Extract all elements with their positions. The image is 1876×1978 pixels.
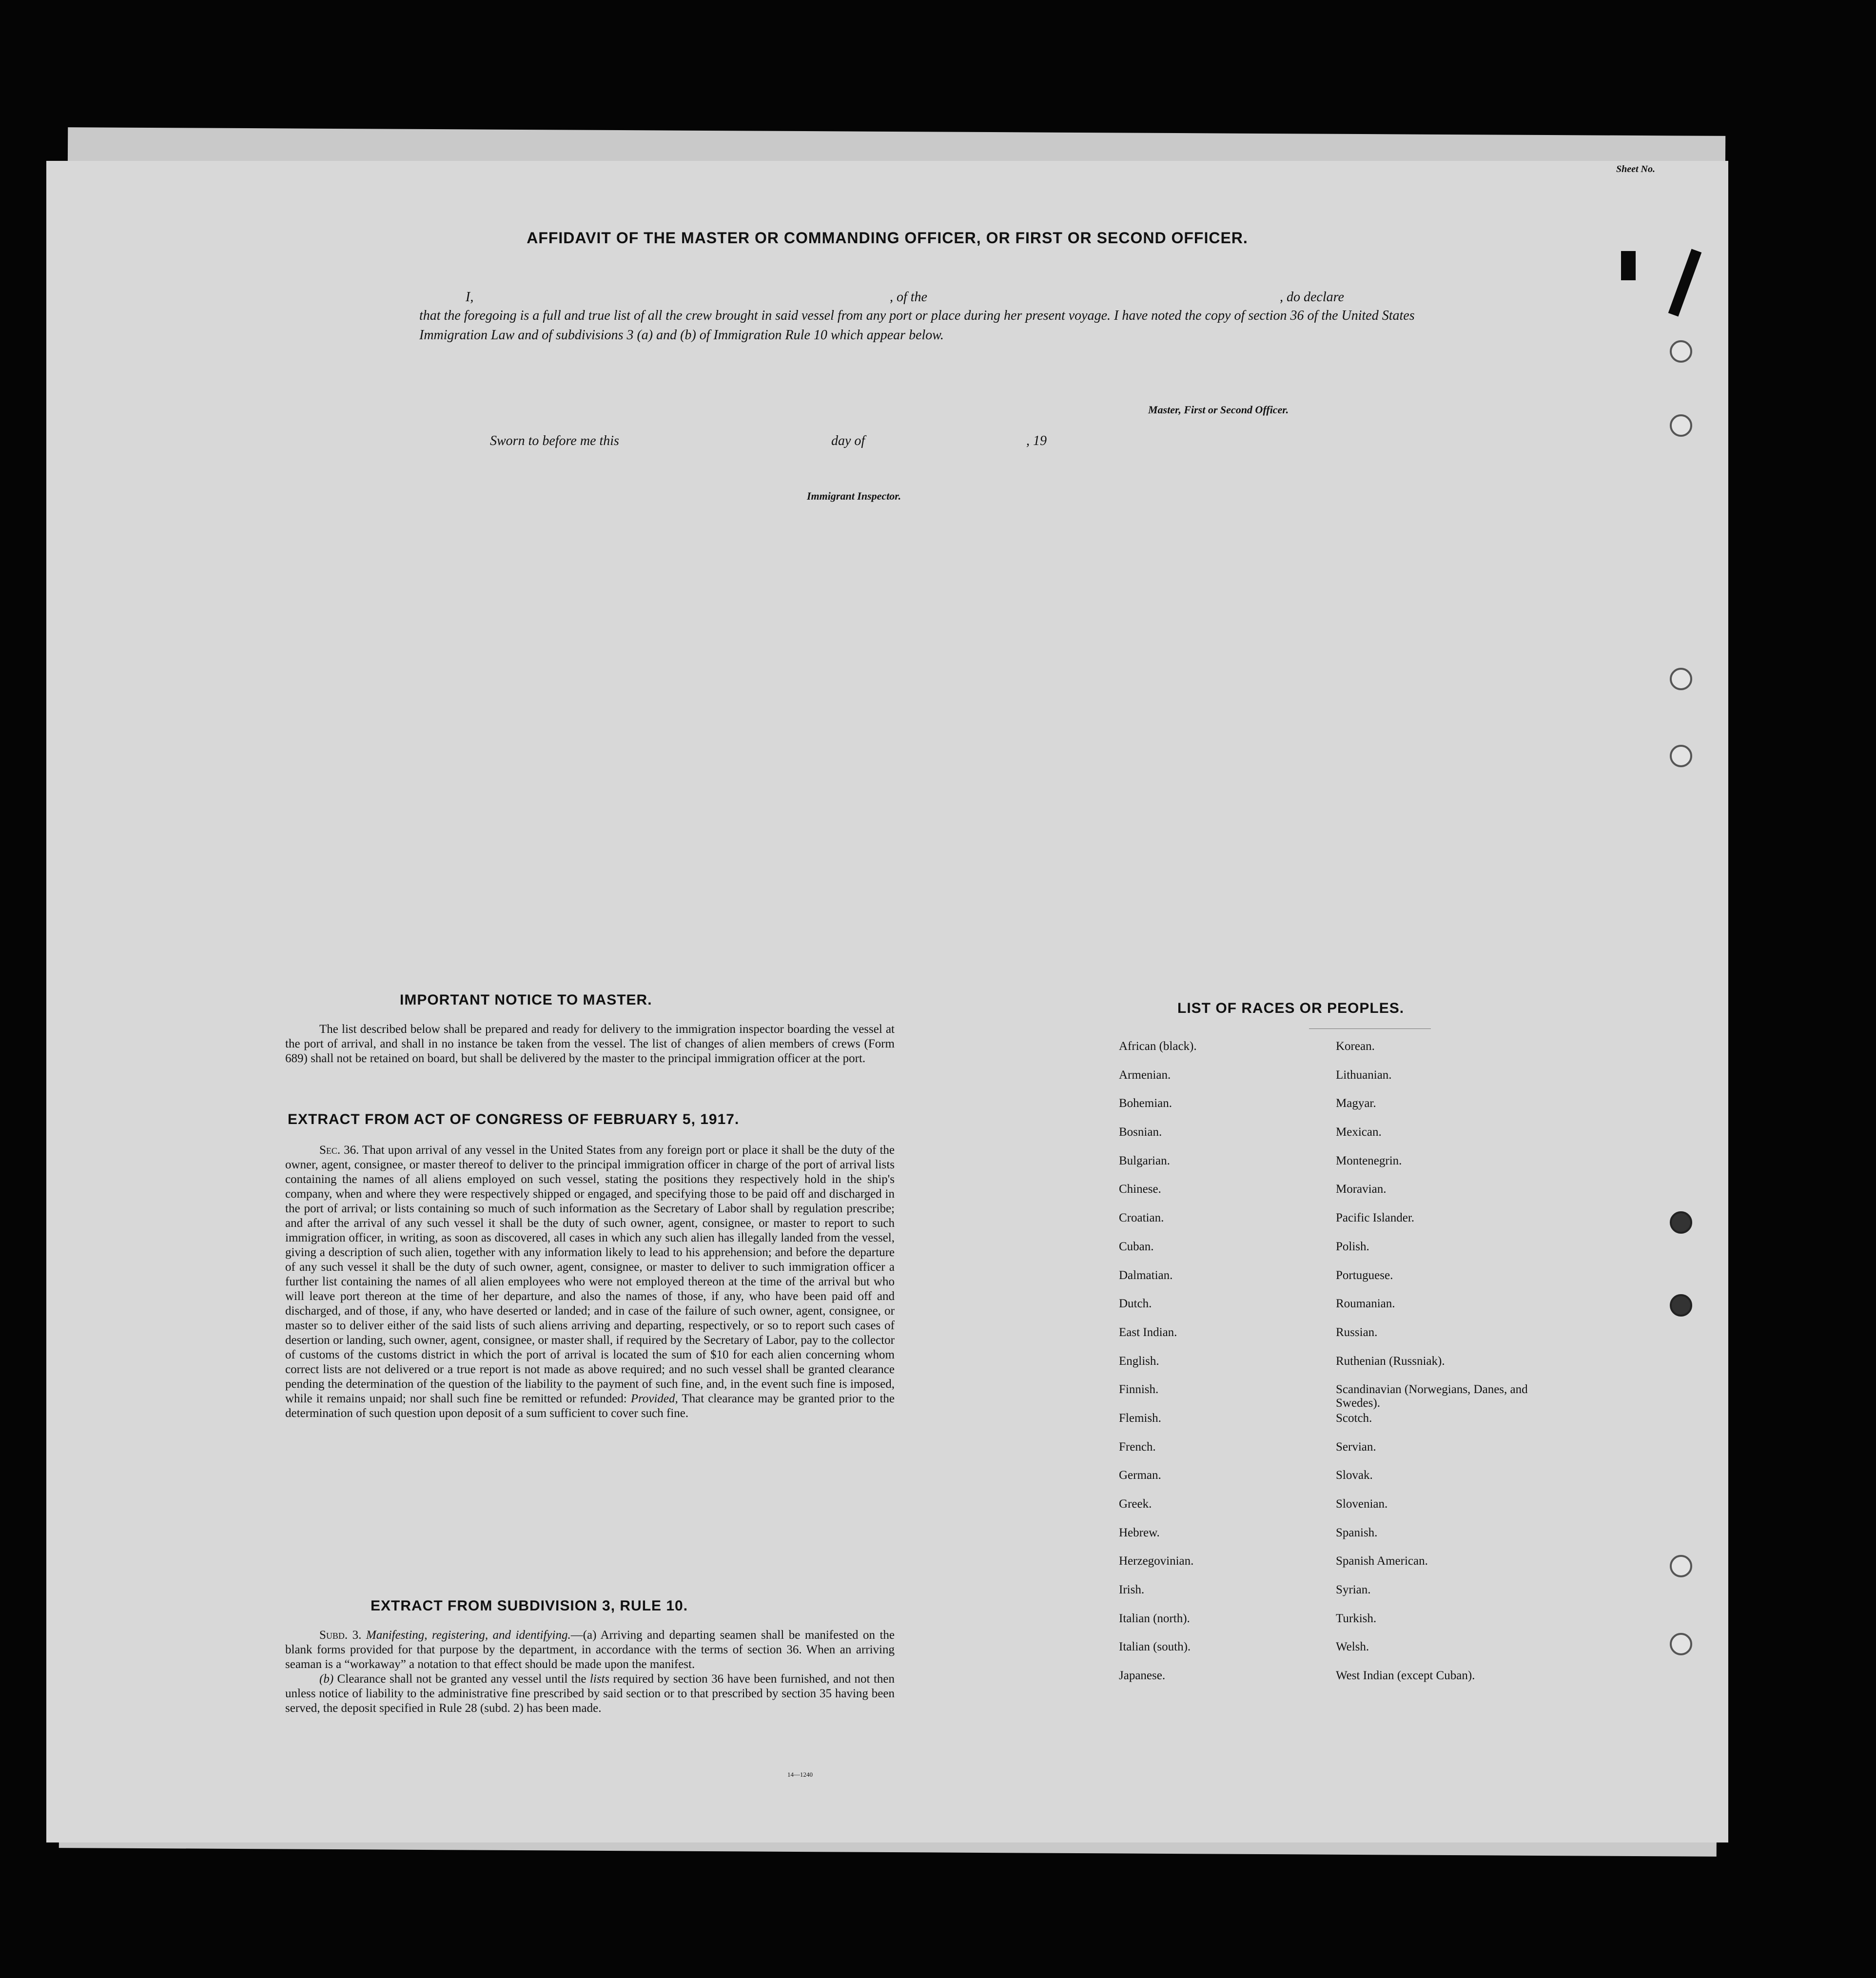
race-item: Magyar. <box>1336 1097 1376 1110</box>
punch-hole <box>1670 414 1692 437</box>
master-signature-label: Master, First or Second Officer. <box>1148 404 1289 416</box>
declaration-text: that the foregoing is a full and true list of all the crew brought in said vessel from any port or place during her present voyage. I have noted the copy of section 36 of the United States Immigration Law and of subdivisions 3 (a) and (b) of Immigration Rule 10 which appear below. <box>419 308 1415 343</box>
race-item: Croatian. <box>1119 1211 1164 1225</box>
race-item: French. <box>1119 1440 1156 1454</box>
race-item: Korean. <box>1336 1040 1375 1053</box>
sheet-number-label: Sheet No. <box>1616 164 1655 175</box>
race-item: Ruthenian (Russniak). <box>1336 1354 1445 1368</box>
race-item: Hebrew. <box>1119 1526 1160 1539</box>
rule-para-b-lists: lists <box>589 1672 610 1686</box>
punch-hole <box>1670 340 1692 363</box>
race-item: Armenian. <box>1119 1068 1171 1082</box>
page-smudge <box>1621 251 1636 280</box>
declaration-i: I, <box>466 290 474 305</box>
race-item: Turkish. <box>1336 1611 1377 1625</box>
race-item: Montenegrin. <box>1336 1154 1402 1167</box>
page-smudge <box>1668 249 1702 316</box>
act-provided-word: Provided, <box>630 1392 678 1405</box>
punch-hole <box>1670 745 1692 767</box>
races-divider <box>1309 1028 1431 1029</box>
punch-hole <box>1670 1633 1692 1655</box>
race-item: Chinese. <box>1119 1183 1161 1196</box>
punch-hole <box>1670 1211 1692 1234</box>
race-item: Moravian. <box>1336 1183 1387 1196</box>
races-left-column <box>1119 1040 1329 1698</box>
race-item: Slovenian. <box>1336 1497 1388 1511</box>
declaration-do-declare: , do declare <box>1280 290 1344 305</box>
race-item: Bosnian. <box>1119 1125 1162 1139</box>
rule-body <box>285 1628 895 1716</box>
act-body <box>285 1143 895 1421</box>
punch-hole <box>1670 1555 1692 1577</box>
race-item: Spanish. <box>1336 1526 1378 1539</box>
rule-para-a: —(a) Arriving and departing seamen shall be manifested on the blank forms provided for that purpose by the department, in accordance with the terms of section 36. When an arriving seaman is a “workaway” a notation to that effect should be made upon the manifest. <box>285 1629 895 1671</box>
race-item: Servian. <box>1336 1440 1376 1454</box>
race-item: Polish. <box>1336 1240 1369 1253</box>
race-item: Dalmatian. <box>1119 1268 1173 1282</box>
race-item: Syrian. <box>1336 1583 1371 1597</box>
races-right-column <box>1336 1040 1545 1698</box>
race-item: Italian (north). <box>1119 1611 1190 1625</box>
year-text: , 19 <box>1026 433 1047 448</box>
punch-hole <box>1670 1294 1692 1317</box>
race-item: Cuban. <box>1119 1240 1154 1253</box>
race-item: Finnish. <box>1119 1383 1159 1396</box>
race-item: Roumanian. <box>1336 1297 1395 1311</box>
race-item: Russian. <box>1336 1325 1378 1339</box>
race-item: English. <box>1119 1354 1159 1368</box>
race-item: German. <box>1119 1469 1161 1482</box>
race-item: Bohemian. <box>1119 1097 1172 1110</box>
notice-title: IMPORTANT NOTICE TO MASTER. <box>400 992 652 1008</box>
rule-para-b-label: (b) <box>319 1672 334 1686</box>
form-number: 14—1240 <box>787 1771 813 1778</box>
act-section-text: That upon arrival of any vessel in the United States from any foreign port or place it shall be the duty of the owner, agent, consignee, or master thereof to deliver to the principal immigration officer in charge of the port of arrival lists containing the names of all aliens employed on such vessel, stating the positions they respectively hold in the ship's company, when and where they were respectively shipped or engaged, and specifying those to be paid off and discharged in the port of arrival; or lists containing so much of such information as the Secretary of Labor shall by regulation prescribe; and after the arrival of any such vessel it shall be the duty of such owner, agent, consignee, or master to report to such immigration officer, in writing, as soon as discovered, all cases in which any such alien has illegally landed from the vessel, giving a description of such alien, together with any information likely to lead to his apprehension; and before the departure of any such vessel it shall be the duty of such owner, agent, consignee, or master to deliver to such immigration officer a further list containing the names of all alien employees who were not employed thereon at the time of the arrival but who will leave port thereon at the time of her departure, and also the names of those, if any, who have been paid off and discharged, and of those, if any, who have deserted or landed; and in case of the failure of such owner, agent, consignee, or master so to deliver either of the said lists of such aliens arriving and departing, respectively, or so to report such cases of desertion or landing, such owner, agent, consignee, or master shall, if required by the Secretary of Labor, pay to the collector of customs of the customs district in which the port of arrival is located the sum of $10 for each alien concerning whom correct lists are not delivered or a true report is not made as above required; and no such vessel shall be granted clearance pending the determination of the question of the liability to the payment of such fine, and, in the event such fine is imposed, while it remains unpaid; nor shall such fine be remitted or refunded: <box>285 1144 895 1405</box>
race-item: Lithuanian. <box>1336 1068 1392 1082</box>
race-item: Slovak. <box>1336 1469 1373 1482</box>
race-item: Japanese. <box>1119 1669 1166 1683</box>
sworn-text: Sworn to before me this <box>490 433 619 448</box>
notice-body: The list described below shall be prepared and ready for delivery to the immigration inspector boarding the vessel at the port of arrival, and shall in no instance be taken from the vessel. The list of changes of alien members of crews (Form 689) shall not be retained on board, but shall be delivered by the master to the principal immigration officer at the port. <box>285 1023 895 1065</box>
rule-subd-label: Subd. 3. <box>319 1629 362 1642</box>
race-item: Italian (south). <box>1119 1640 1191 1654</box>
race-item: Herzegovinian. <box>1119 1554 1194 1568</box>
act-provided-text: That clearance may be granted prior to the determination of such question upon deposit of a sum sufficient to cover such fine. <box>285 1392 895 1420</box>
rule-para-b-part1: Clearance shall not be granted any vessel until the <box>337 1672 586 1686</box>
document-page <box>46 161 1728 1842</box>
race-item: Mexican. <box>1336 1125 1382 1139</box>
rule-title: EXTRACT FROM SUBDIVISION 3, RULE 10. <box>371 1598 688 1614</box>
race-item: West Indian (except Cuban). <box>1336 1669 1475 1683</box>
declaration-of-the: , of the <box>890 290 927 305</box>
race-item: Pacific Islander. <box>1336 1211 1415 1225</box>
rule-subd-heading: Manifesting, registering, and identifying. <box>366 1629 571 1642</box>
act-section-label: Sec. 36. <box>319 1144 359 1157</box>
affidavit-title: AFFIDAVIT OF THE MASTER OR COMMANDING OFFICER, OR FIRST OR SECOND OFFICER. <box>527 229 1248 247</box>
race-item: Spanish American. <box>1336 1554 1428 1568</box>
race-item: Scotch. <box>1336 1411 1372 1425</box>
race-item: Irish. <box>1119 1583 1145 1597</box>
race-item: African (black). <box>1119 1040 1197 1053</box>
race-item: Welsh. <box>1336 1640 1369 1654</box>
races-title: LIST OF RACES OR PEOPLES. <box>1177 1000 1405 1016</box>
punch-hole <box>1670 668 1692 690</box>
race-item: Greek. <box>1119 1497 1152 1511</box>
race-item: Scandinavian (Norwegians, Danes, and Swedes). <box>1336 1383 1528 1410</box>
act-title: EXTRACT FROM ACT OF CONGRESS OF FEBRUARY 5, 1917. <box>288 1111 740 1127</box>
race-item: East Indian. <box>1119 1325 1177 1339</box>
race-item: Dutch. <box>1119 1297 1152 1311</box>
race-item: Portuguese. <box>1336 1268 1393 1282</box>
race-item: Bulgarian. <box>1119 1154 1170 1167</box>
day-of-text: day of <box>831 433 865 448</box>
inspector-signature-label: Immigrant Inspector. <box>807 490 901 502</box>
race-item: Flemish. <box>1119 1411 1161 1425</box>
rule-para-b-part2: required by section 36 have been furnished, and not then unless notice of liability to the administrative fine prescribed by said section or to that prescribed by section 35 having been served, the deposit specified in Rule 28 (subd. 2) has been made. <box>285 1672 895 1715</box>
